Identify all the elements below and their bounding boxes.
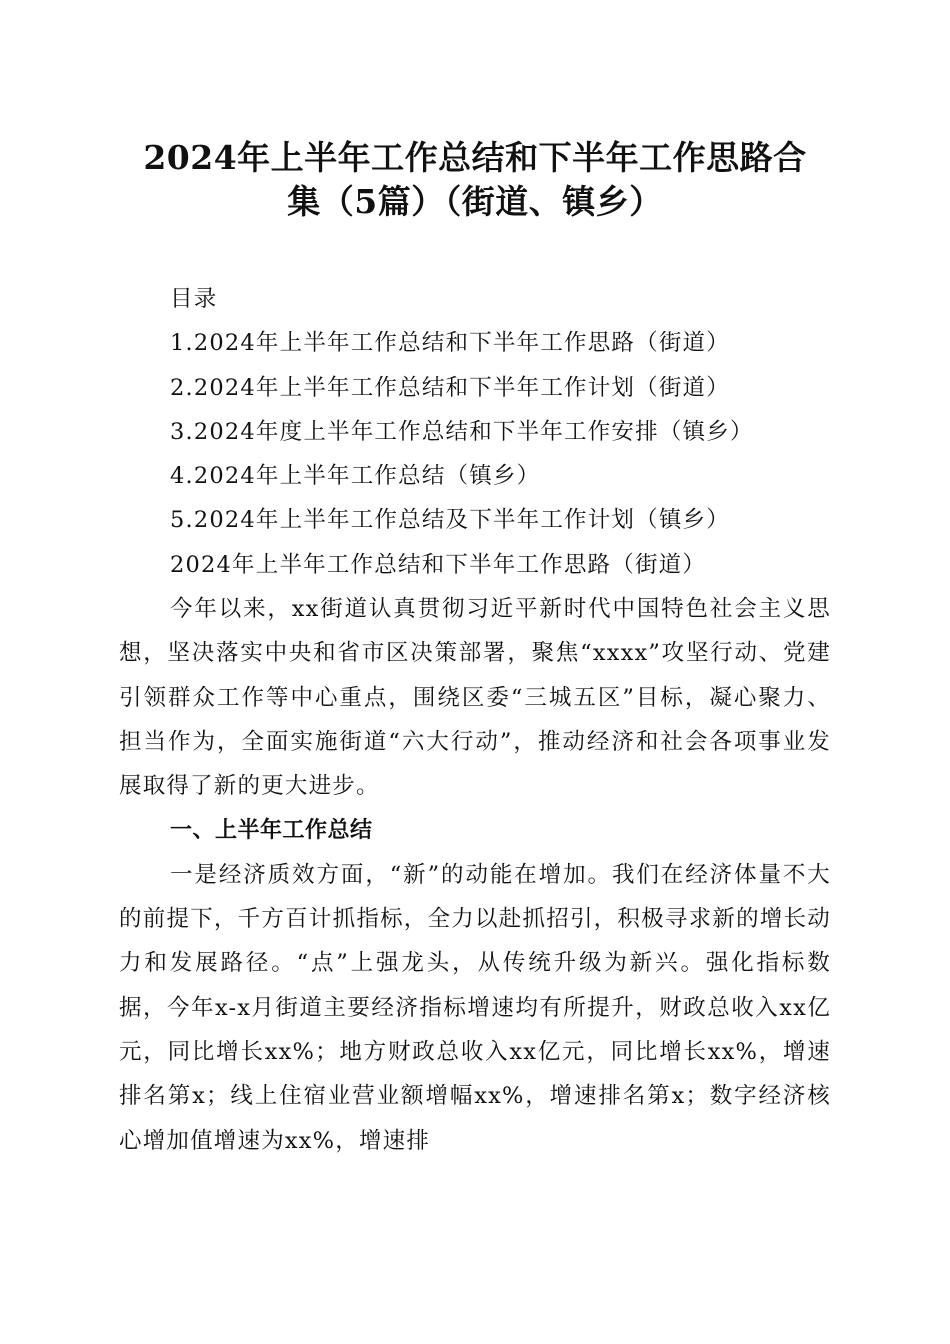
- toc-item-4: 4.2024年上半年工作总结（镇乡）: [170, 463, 541, 490]
- toc-item-2: 2.2024年上半年工作总结和下半年工作计划（街道）: [170, 374, 730, 401]
- document-title-line-2: 集（5篇）（街道、镇乡）: [287, 182, 663, 221]
- toc-item-1: 1.2024年上半年工作总结和下半年工作思路（街道）: [170, 330, 730, 357]
- document-title: [100, 136, 850, 224]
- body-paragraph-1: 一是经济质效方面，“新”的动能在增加。我们在经济体量不大的前提下，千方百计抓指标，全力以赴抓招引，积极寻求新的增长动力和发展路径。“点”上强龙头，从传统升级为新兴。强化指标数据，今年x-x月街道主要经济指标增速均有所提升，财政总收入xx亿元，同比增长xx%；地方财政总收入xx亿元，同比增长xx%，增速排名第x；线上住宿业营业额增幅xx%，增速排名第x；数字经济核心增加值增速为xx%，增速排: [119, 861, 831, 1154]
- toc-item-5: 5.2024年上半年工作总结及下半年工作计划（镇乡）: [170, 507, 730, 534]
- intro-paragraph: 今年以来，xx街道认真贯彻习近平新时代中国特色社会主义思想，坚决落实中央和省市区决策部署，聚焦“xxxx”攻坚行动、党建引领群众工作等中心重点，围绕区委“三城五区”目标，凝心聚力、担当作为，全面实施街道“六大行动”，推动经济和社会各项事业发展取得了新的更大进步。: [119, 596, 831, 800]
- toc-label: 目录: [170, 286, 218, 312]
- toc-item-3: 3.2024年度上半年工作总结和下半年工作安排（镇乡）: [170, 418, 754, 445]
- document-body: [119, 277, 831, 1163]
- section-heading: 一、上半年工作总结: [170, 817, 373, 843]
- article-title: 2024年上半年工作总结和下半年工作思路（街道）: [170, 551, 707, 578]
- document-title-line-1: 2024年上半年工作总结和下半年工作思路合: [143, 138, 807, 177]
